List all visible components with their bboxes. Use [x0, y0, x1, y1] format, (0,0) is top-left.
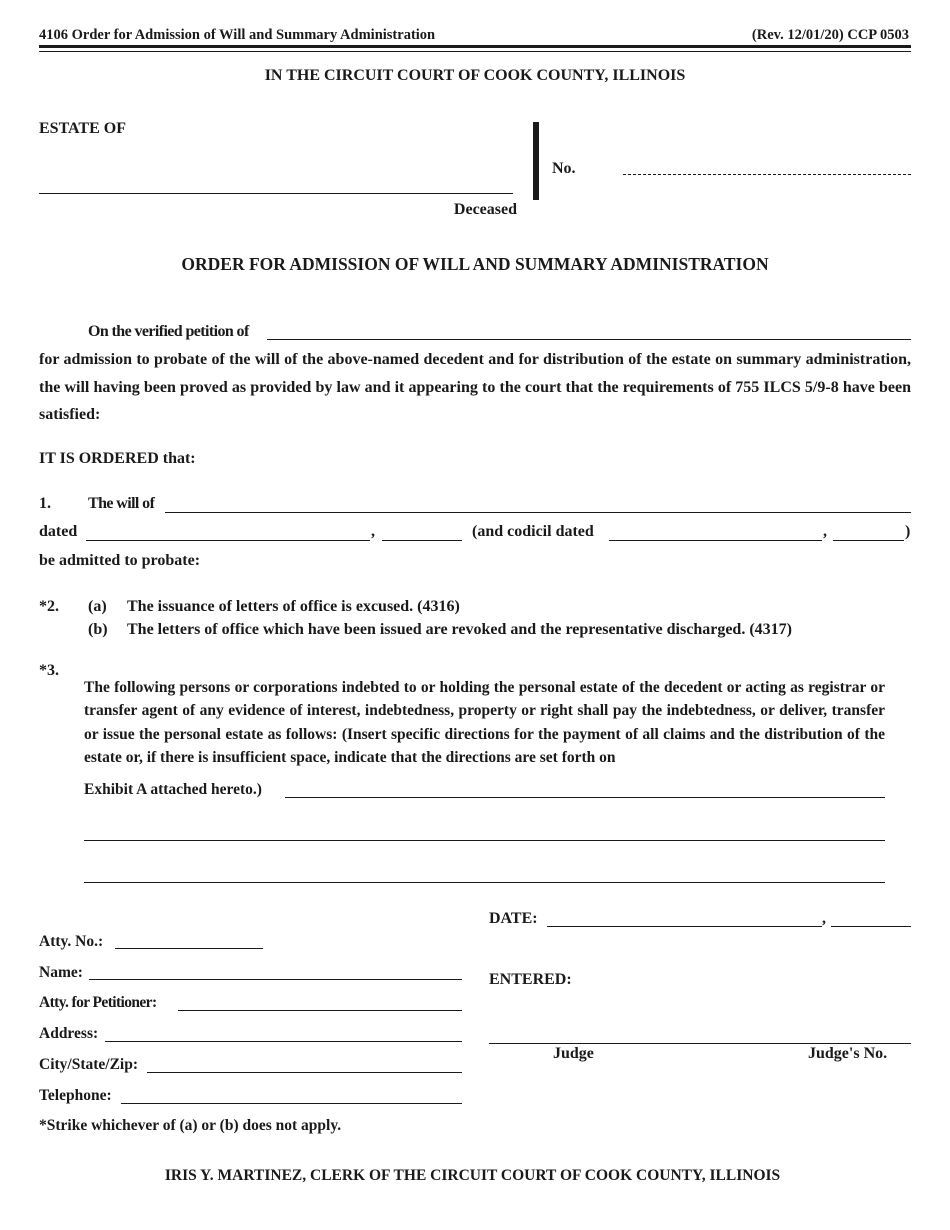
case-no-label: No.: [552, 160, 576, 177]
atty-name-label: Name:: [39, 964, 83, 981]
petition-label: On the verified petition of: [88, 323, 249, 340]
dated-label: dated: [39, 523, 78, 540]
admitted-to-probate: be admitted to probate:: [39, 552, 201, 569]
order-title: ORDER FOR ADMISSION OF WILL AND SUMMARY ADMINISTRATION: [181, 254, 769, 274]
item-2a-label: (a): [88, 598, 107, 615]
will-of-field[interactable]: [165, 512, 911, 513]
codicil-date-field[interactable]: [609, 540, 822, 541]
entry-date-field[interactable]: [547, 926, 822, 927]
judge-signature-line[interactable]: [489, 1043, 911, 1044]
city-label: City/State/Zip:: [39, 1056, 139, 1073]
intro-paragraph: for admission to probate of the will of the above-named decedent and for distribution of the estate on summary administration, the will having been proved as provided by law and it appearing to the court that the requirements of 755 ILCS 5/9-8 have been satisfied:: [39, 351, 911, 424]
estate-name-field[interactable]: [39, 193, 513, 194]
address-field[interactable]: [105, 1041, 462, 1042]
codicil-label: (and codicil dated: [472, 523, 594, 540]
footnote: *Strike whichever of (a) or (b) does not apply.: [39, 1117, 342, 1134]
address-label: Address:: [39, 1025, 99, 1042]
item-2-number: *2.: [39, 598, 59, 615]
entry-date-comma: ,: [822, 910, 826, 927]
telephone-field[interactable]: [121, 1103, 462, 1104]
will-date-comma: ,: [371, 523, 375, 540]
will-year-field[interactable]: [382, 540, 462, 541]
form-number-title: 4106 Order for Admission of Will and Summary Administration: [39, 27, 436, 43]
item-2b-text: The letters of office which have been issued are revoked and the representative discharged. (4317): [127, 621, 792, 638]
directions-line-2[interactable]: [84, 840, 885, 841]
codicil-year-field[interactable]: [833, 540, 904, 541]
codicil-close-paren: ): [905, 523, 911, 540]
will-date-field[interactable]: [86, 540, 370, 541]
item-2b-label: (b): [88, 621, 108, 638]
exhibit-label: Exhibit A attached hereto.): [84, 781, 262, 798]
atty-no-label: Atty. No.:: [39, 933, 104, 950]
header-rule-thick: [39, 45, 911, 48]
atty-no-field[interactable]: [115, 948, 263, 949]
petitioner-name-field[interactable]: [267, 339, 911, 340]
judge-no-label: Judge's No.: [808, 1045, 888, 1062]
it-is-ordered: IT IS ORDERED that:: [39, 450, 196, 467]
item-3-text: The following persons or corporations indebted to or holding the personal estate of the decedent or acting as registrar or transfer agent of any evidence of interest, indebtedness, property or right shall pay the indebtedness, or deliver, transfer or issue the personal estate as follows: (Insert specific directions for the payment of all claims and the distribution of the estate or, if there is insufficient space, indicate that the directions are set forth on: [84, 679, 885, 766]
will-of-label: The will of: [88, 495, 155, 512]
atty-for-field[interactable]: [178, 1010, 462, 1011]
judge-label: Judge: [553, 1045, 594, 1062]
item-2a-text: The issuance of letters of office is excused. (4316): [127, 598, 460, 615]
date-label: DATE:: [489, 910, 538, 927]
telephone-label: Telephone:: [39, 1087, 112, 1104]
court-heading: IN THE CIRCUIT COURT OF COOK COUNTY, ILLINOIS: [264, 67, 686, 84]
item-1-number: 1.: [39, 495, 51, 512]
deceased-label: Deceased: [453, 201, 517, 218]
case-number-field[interactable]: [623, 174, 911, 175]
atty-name-field[interactable]: [89, 979, 462, 980]
header-rule-thin: [39, 51, 911, 52]
codicil-date-comma: ,: [823, 523, 827, 540]
item-3-number: *3.: [39, 662, 59, 679]
entry-year-field[interactable]: [831, 926, 911, 927]
entered-label: ENTERED:: [489, 971, 572, 988]
form-revision: (Rev. 12/01/20) CCP 0503: [751, 27, 909, 43]
directions-line-1[interactable]: [285, 797, 885, 798]
directions-line-3[interactable]: [84, 882, 885, 883]
city-field[interactable]: [147, 1072, 462, 1073]
caption-divider: [533, 122, 539, 200]
estate-label: ESTATE OF: [39, 120, 126, 137]
clerk-footer: IRIS Y. MARTINEZ, CLERK OF THE CIRCUIT COURT OF COOK COUNTY, ILLINOIS: [164, 1167, 781, 1184]
atty-for-label: Atty. for Petitioner:: [39, 994, 157, 1011]
